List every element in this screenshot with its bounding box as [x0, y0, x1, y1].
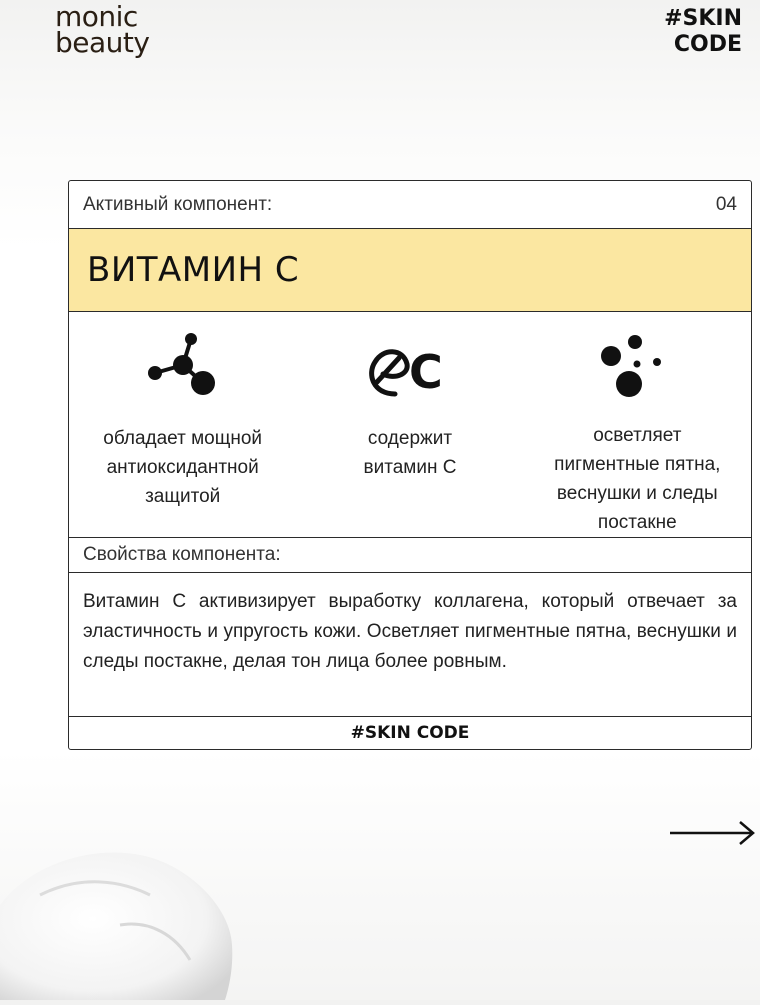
ingredient-card	[68, 180, 752, 750]
ingredient-title: ВИТАМИН С	[87, 250, 300, 290]
feature-vitamin	[296, 312, 523, 537]
skin-code-tag	[664, 6, 742, 58]
cream-swatch-image	[0, 835, 240, 1005]
feature-vitamin-text: содержит витамин С	[363, 428, 457, 478]
brand-logo	[55, 0, 150, 59]
brand-logo-line1: monic	[55, 0, 138, 33]
component-label-row	[69, 181, 751, 228]
feature-brightening	[524, 312, 751, 537]
next-arrow-icon[interactable]	[668, 818, 758, 853]
component-number: 04	[715, 193, 737, 215]
skin-code-tag-line2: CODE	[673, 32, 742, 57]
vitamin-c-icon	[365, 324, 455, 414]
feature-antioxidant	[69, 312, 296, 537]
card-footer	[69, 716, 751, 748]
properties-label: Свойства компонента:	[83, 544, 281, 565]
skin-code-tag-line1: #SKIN	[664, 6, 742, 31]
brand-logo-line2: beauty	[55, 26, 150, 59]
description-text: Витамин С активизирует выработку коллагена, который отвечает за эластичность и упругость кожи. Осветляет пигментные пятна, веснушки и следы постакне, делая тон лица более ровным.	[83, 591, 737, 672]
feature-antioxidant-text: обладает мощной антиоксидантной защитой	[103, 428, 263, 507]
features-row	[69, 312, 751, 537]
feature-brightening-text: осветляет пигментные пятна, веснушки и следы постакне	[554, 425, 721, 533]
component-label: Активный компонент:	[83, 193, 273, 215]
properties-label-row	[69, 537, 751, 573]
molecule-icon	[143, 324, 223, 414]
title-row	[69, 228, 751, 312]
card-footer-tag: #SKIN CODE	[350, 722, 470, 743]
svg-text:C: C	[408, 345, 443, 399]
dots-icon	[597, 324, 677, 411]
description-row	[69, 573, 751, 716]
